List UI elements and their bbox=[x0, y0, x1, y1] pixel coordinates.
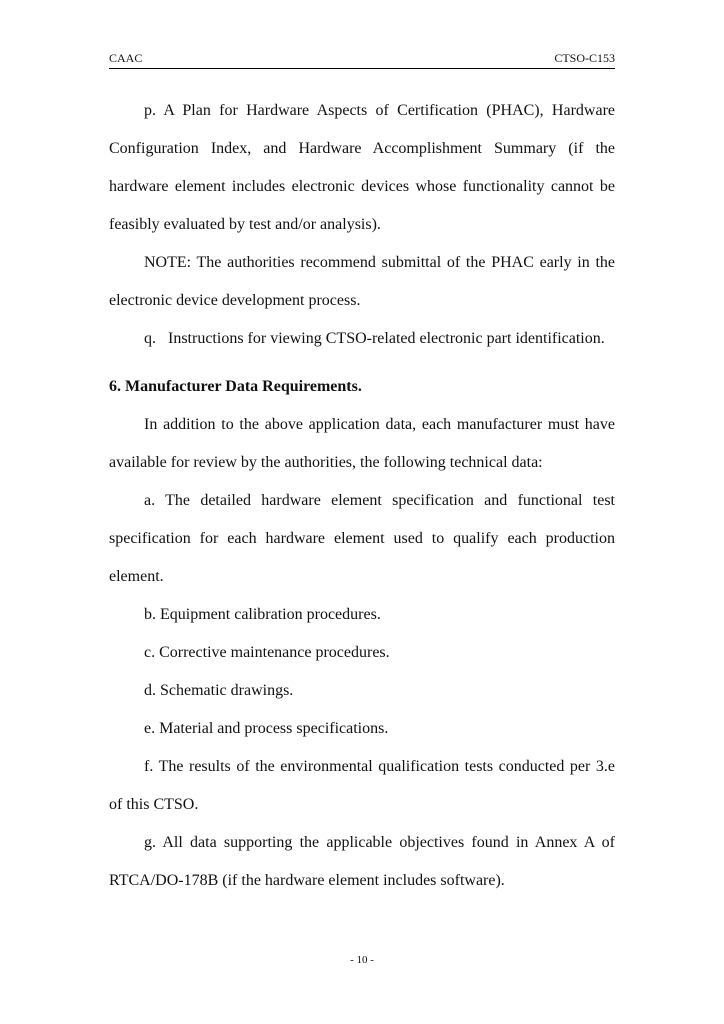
section-heading: 6. Manufacturer Data Requirements. bbox=[109, 378, 362, 395]
item-a: a. The detailed hardware element specification and functional test specification for each hardware element used to qualify each production element. bbox=[109, 492, 615, 585]
item-d: d. Schematic drawings. bbox=[144, 682, 294, 699]
header-left: CAAC bbox=[109, 51, 143, 65]
item-c: c. Corrective maintenance procedures. bbox=[144, 644, 390, 661]
header-right: CTSO-C153 bbox=[554, 51, 615, 65]
item-f: f. The results of the environmental qualification tests conducted per 3.e of this CTSO. bbox=[109, 758, 615, 813]
page-number: - 10 - bbox=[350, 954, 374, 966]
paragraph-q: q. Instructions for viewing CTSO-related electronic part identification. bbox=[144, 330, 605, 347]
item-e: e. Material and process specifications. bbox=[144, 720, 389, 737]
section-intro: In addition to the above application data, each manufacturer must have available for review by the authorities, the following technical data: bbox=[109, 416, 615, 471]
page-body bbox=[109, 92, 615, 900]
paragraph-note: NOTE: The authorities recommend submittal of the PHAC early in the electronic device development process. bbox=[109, 254, 615, 309]
header-rule bbox=[109, 68, 615, 69]
paragraph-p: p. A Plan for Hardware Aspects of Certification (PHAC), Hardware Configuration Index, and Hardware Accomplishment Summary (if the hardware element includes electronic devices whose functionality cannot be feasibly evaluated by test and/or analysis). bbox=[109, 102, 615, 233]
item-b: b. Equipment calibration procedures. bbox=[144, 606, 381, 623]
item-g: g. All data supporting the applicable objectives found in Annex A of RTCA/DO-178B (if the hardware element includes software). bbox=[109, 834, 615, 889]
